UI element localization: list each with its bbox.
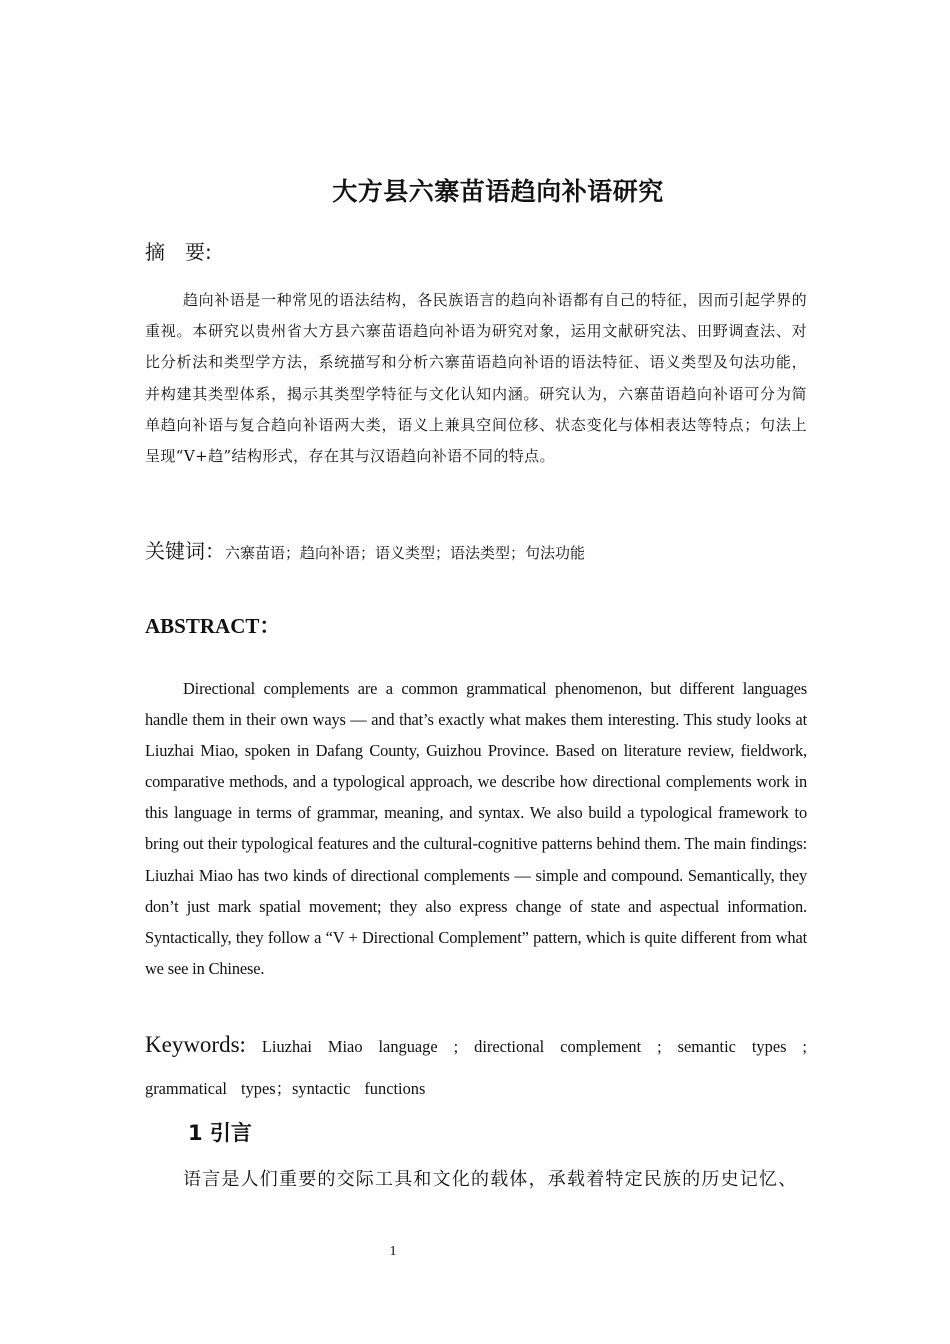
paper-title: 大方县六寨苗语趋向补语研究 [332, 177, 664, 206]
abstract-cn-body: 趋向补语是一种常见的语法结构，各民族语言的趋向补语都有自己的特征，因而引起学界的重视。本研究以贵州省大方县六寨苗语趋向补语为研究对象，运用文献研究法、田野调查法、对比分析法和类型学方法，系统描写和分析六寨苗语趋向补语的语法特征、语义类型及句法功能，并构建其类型体系，揭示其类型学特征与文化认知内涵。研究认为，六寨苗语趋向补语可分为简单趋向补语与复合趋向补语两大类，语义上兼具空间位移、状态变化与体相表达等特点；句法上呈现“V+趋”结构形式，存在其与汉语趋向补语不同的特点。 [145, 291, 807, 466]
abstract-en-body: Directional complements are a common grammatical phenomenon, but different languages handle them in their own ways — and that’s exactly what makes them interesting. This study looks at Liuzhai Miao, spoken in Dafang County, Guizhou Province. Based on literature review, fieldwork, comparative methods, and a typological approach, we describe how directional complements work in this language in terms of grammar, meaning, and syntax. We also build a typological framework to bring out their typological features and the cultural-cognitive patterns behind them. The main findings: Liuzhai Miao has two kinds of directional complements — simple and compound. Semantically, they don’t just mark spatial movement; they also express change of state and aspectual information. Syntactically, they follow a “V + Directional Complement” pattern, which is quite different from what we see in Chinese. [145, 679, 807, 978]
abstract-en-label: ABSTRACT： [145, 614, 281, 638]
keywords-cn [145, 535, 807, 564]
introduction-text: 语言是人们重要的交际工具和文化的载体，承载着特定民族的历史记忆、 [183, 1169, 798, 1190]
keywords-en-label: Keywords: [145, 1032, 246, 1057]
keywords-cn-label: 关键词： [145, 539, 225, 563]
keywords-en-text: Liuzhai Miao language ; directional complement ; semantic types ; grammatical types；syntactic functions [145, 1037, 807, 1098]
keywords-cn-text: 六寨苗语；趋向补语；语义类型；语法类型；句法功能 [225, 544, 586, 562]
abstract-cn-label: 摘 要: [145, 240, 212, 264]
page-number: 1 [389, 1244, 397, 1259]
section-heading-introduction: 1 引言 [188, 1121, 252, 1145]
keywords-en [145, 1024, 807, 1110]
